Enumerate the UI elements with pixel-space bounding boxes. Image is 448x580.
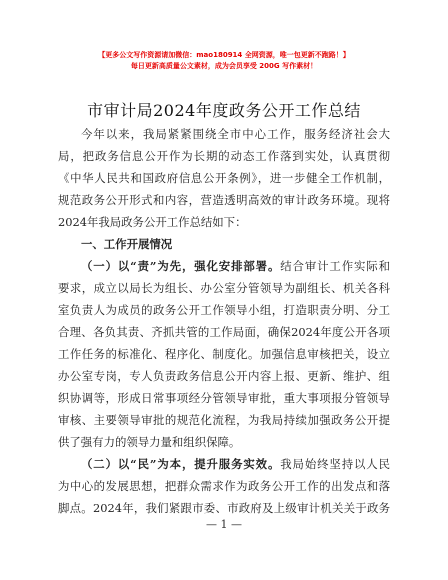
paragraph-line: 规范政务公开形式和内容，营造透明高效的审计政务环境。现将	[58, 193, 390, 207]
paragraph-line: 办公室专岗，专人负责政务信息公开内容上报、更新、维护、组	[58, 369, 390, 383]
paragraph-line: 供了强有力的领导力量和组织保障。	[58, 435, 241, 449]
item-2-first-line	[58, 453, 390, 475]
item-1-first-rest: 结合审计工作实际和	[280, 259, 390, 273]
paragraph-line: 今年以来，我局紧紧围绕全市中心工作，服务经济社会大	[81, 127, 390, 141]
item-1-lead: （一）以“责”为先，强化安排部署。	[81, 259, 281, 273]
paragraph-line: 局，把政务信息公开作为长期的动态工作落到实处，认真贯彻	[58, 149, 390, 163]
paragraph-line: 织协调等，形成日常事项经分管领导审批，重大事项报分管领导	[58, 391, 390, 405]
paragraph-line: 2024年我局政务公开工作总结如下：	[58, 215, 247, 229]
paragraph-line: 为中心的发展思想，把群众需求作为政务公开工作的出发点和落	[58, 479, 390, 493]
paragraph-line: 室负责人为成员的政务公开工作领导小组，打造职责分明、分工	[58, 303, 390, 317]
paragraph-line: 合理、各负其责、齐抓共管的工作局面，确保2024年度公开各项	[58, 325, 390, 339]
paragraph-line: 《中华人民共和国政府信息公开条例》，进一步健全工作机制，	[58, 171, 390, 185]
paragraph-line: 脚点。2024年，我们紧跟市委、市政府及上级审计机关关于政务	[58, 501, 390, 515]
paragraph-line: 审核、主要领导审批的规范化流程，为我局持续加强政务公开提	[58, 413, 390, 427]
item-2-first-rest: 我局始终坚持以人民	[280, 457, 390, 471]
page-number: — 1 —	[206, 518, 242, 531]
section-heading: 一、工作开展情况	[81, 237, 173, 251]
promo-banner-line-1: 【更多公文写作资源请加微信：mao180914 全网资源，唯一包更新不跑路！】	[98, 51, 350, 59]
item-2-lead: （二）以“民”为本，提升服务实效。	[81, 457, 281, 471]
paragraph-line: 工作任务的标准化、程序化、制度化。加强信息审核把关，设立	[58, 347, 390, 361]
item-1-first-line	[58, 255, 390, 277]
document-title: 市审计局2024年度政务公开工作总结	[87, 101, 361, 120]
promo-banner-line-2: 每日更新高质量公文素材，成为会员享受 200G 写作素材！	[130, 62, 318, 70]
document-body	[58, 123, 390, 519]
paragraph-line: 要求，成立以局长为组长、办公室分管领导为副组长、机关各科	[58, 281, 390, 295]
